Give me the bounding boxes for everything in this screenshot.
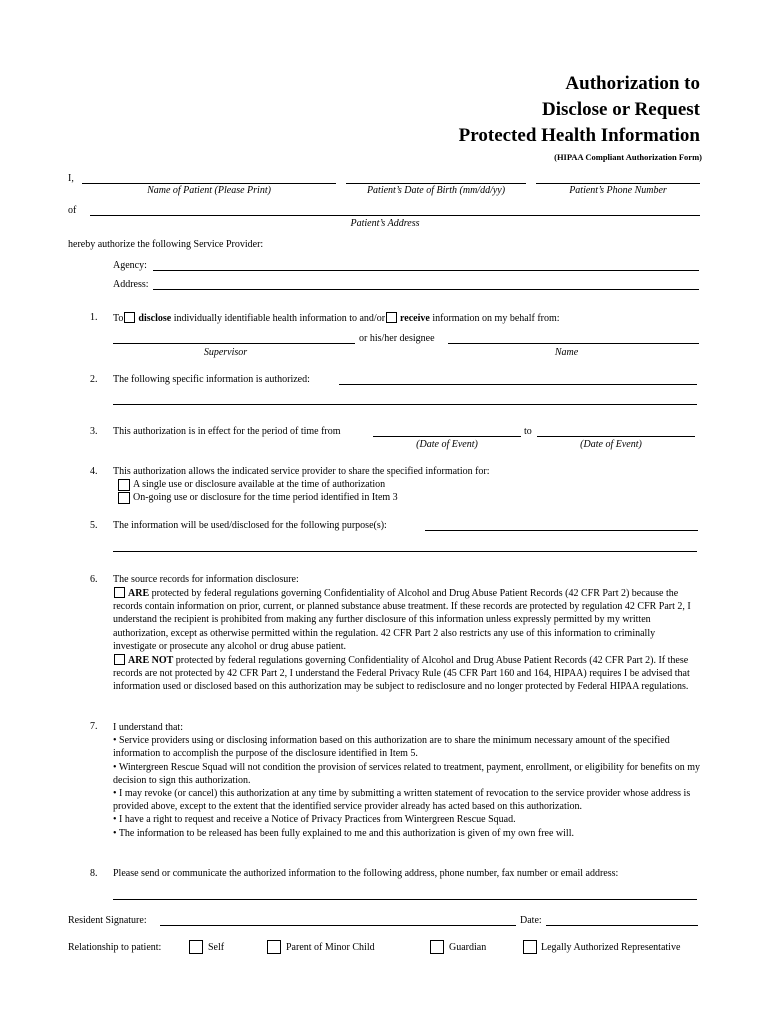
are-paragraph xyxy=(113,587,699,653)
parent-label: Parent of Minor Child xyxy=(286,942,375,953)
item2-field-2[interactable] xyxy=(113,404,697,405)
item7-bullet-4: • I have a right to request and receive a Notice of Privacy Practices from Wintergreen Rescue Squad. xyxy=(113,814,516,826)
title-line-2: Disclose or Request xyxy=(542,99,700,120)
item1-end: information on my behalf from: xyxy=(432,313,560,324)
dob-field[interactable] xyxy=(346,183,526,184)
item1-to: To xyxy=(113,313,124,324)
title-line-1: Authorization to xyxy=(565,73,700,94)
item2-field-1[interactable] xyxy=(339,384,697,385)
authorize-text: hereby authorize the following Service Provider: xyxy=(68,239,264,250)
item7-bullet-5: • The information to be released has been fully explained to me and this authorization is given of my own free will. xyxy=(113,827,574,839)
relationship-label: Relationship to patient: xyxy=(68,942,162,953)
single-use-label: A single use or disclosure available at the time of authorization xyxy=(133,479,386,490)
are-not-label: ARE NOT xyxy=(128,655,174,666)
item1-disclose: disclose xyxy=(138,313,172,324)
item6-heading: The source records for information disclosure: xyxy=(113,574,299,585)
item7-bullet-3: • I may revoke (or cancel) this authorization at any time by submitting a written statement of revocation to the service provider whose address is provided above, except to the extent that the identified service provider already has acted based on this authorization. xyxy=(113,788,691,813)
are-label: ARE xyxy=(128,588,150,599)
item5-text: The information will be used/disclosed for the following purpose(s): xyxy=(113,520,387,531)
self-checkbox[interactable] xyxy=(189,940,203,954)
item1-receive: receive xyxy=(400,313,430,324)
patient-address-field[interactable] xyxy=(90,215,700,216)
agency-address-field[interactable] xyxy=(153,289,699,290)
designee-text: or his/her designee xyxy=(359,333,435,344)
are-text: protected by federal regulations governing Confidentiality of Alcohol and Drug Abuse Patient Records (42 CFR Part 2) because the records contain information on prior, current, or planned substance abuse treatment. If these records are protected by regulation 42 CFR Part 2, I understand the recipient is prohibited from making any further disclosure of this information unless expressly permitted by my written authorization, except as otherwise permitted within the regulation. 42 CFR Part 2 also restricts any use of this information to criminally investigate or prosecute any alcohol or drug abuse patient. xyxy=(113,588,691,652)
item7-bullet-1: • Service providers using or disclosing information based on this authorization are to share the minimum necessary amount of the specified information to accomplish the purpose of the disclosure identified in Item 5. xyxy=(113,735,670,760)
date-label: Date: xyxy=(520,915,542,926)
are-checkbox[interactable] xyxy=(114,587,125,598)
item1-text xyxy=(113,312,560,324)
start-date-caption: (Date of Event) xyxy=(416,439,478,450)
purpose-field-1[interactable] xyxy=(425,530,698,531)
address-label: Address: xyxy=(113,279,149,290)
parent-checkbox[interactable] xyxy=(267,940,281,954)
of-label: of xyxy=(68,205,77,216)
are-not-paragraph xyxy=(113,654,699,694)
item3-text: This authorization is in effect for the period of time from xyxy=(113,426,341,437)
representative-label: Legally Authorized Representative xyxy=(541,942,681,953)
guardian-checkbox[interactable] xyxy=(430,940,444,954)
item5-number: 5. xyxy=(90,520,98,531)
are-not-text: protected by federal regulations governing Confidentiality of Alcohol and Drug Abuse Patient Records (42 CFR Part 2). If these records are not protected by 42 CFR Part 2, I understand the Federal Privacy Rule (45 CFR Part 160 and 164, HIPAA) requires I be advised that information used or disclosed based on this authorization may be subject to redisclosure and no longer protected by Federal HIPAA regulations. xyxy=(113,655,690,693)
item1-mid: individually identifiable health information to and/or xyxy=(173,313,386,324)
dob-caption: Patient’s Date of Birth (mm/dd/yy) xyxy=(366,185,506,196)
patient-address-caption: Patient’s Address xyxy=(350,218,420,229)
designee-name-field[interactable] xyxy=(448,343,699,344)
item4-text: This authorization allows the indicated service provider to share the specified information for: xyxy=(113,466,490,477)
agency-field[interactable] xyxy=(153,270,699,271)
item6-number: 6. xyxy=(90,574,98,585)
item1-number: 1. xyxy=(90,312,98,323)
phone-caption: Patient’s Phone Number xyxy=(569,185,667,196)
signature-label: Resident Signature: xyxy=(68,915,147,926)
disclose-checkbox[interactable] xyxy=(124,312,135,323)
phone-field[interactable] xyxy=(536,183,700,184)
item7-bullet-2: • Wintergreen Rescue Squad will not condition the provision of services related to treatment, payment, enrollment, or eligibility for benefits on my decision to sign this authorization. xyxy=(113,761,701,786)
patient-name-field[interactable] xyxy=(82,183,336,184)
receive-checkbox[interactable] xyxy=(386,312,397,323)
representative-checkbox[interactable] xyxy=(523,940,537,954)
supervisor-field[interactable] xyxy=(113,343,355,344)
form-subtitle: (HIPAA Compliant Authorization Form) xyxy=(554,152,702,162)
item7-number: 7. xyxy=(90,721,98,732)
item8-text: Please send or communicate the authorized information to the following address, phone number, fax number or email address: xyxy=(113,868,619,879)
item4-number: 4. xyxy=(90,466,98,477)
end-date-caption: (Date of Event) xyxy=(580,439,642,450)
form-title xyxy=(459,71,700,149)
title-line-3: Protected Health Information xyxy=(458,125,700,146)
purpose-field-2[interactable] xyxy=(113,551,697,552)
single-use-checkbox[interactable] xyxy=(118,479,130,491)
item7-heading: I understand that: xyxy=(113,722,183,733)
self-label: Self xyxy=(208,942,225,953)
name-caption: Name xyxy=(554,347,579,358)
item3-number: 3. xyxy=(90,426,98,437)
end-date-field[interactable] xyxy=(537,436,695,437)
send-to-field[interactable] xyxy=(113,899,697,900)
are-not-checkbox[interactable] xyxy=(114,654,125,665)
ongoing-use-checkbox[interactable] xyxy=(118,492,130,504)
ongoing-use-label: On-going use or disclosure for the time period identified in Item 3 xyxy=(133,492,398,503)
signature-field[interactable] xyxy=(160,925,516,926)
item2-number: 2. xyxy=(90,374,98,385)
item7-block xyxy=(113,721,701,840)
item2-text: The following specific information is authorized: xyxy=(113,374,310,385)
supervisor-caption: Supervisor xyxy=(203,347,248,358)
signature-date-field[interactable] xyxy=(546,925,698,926)
item3-to: to xyxy=(524,426,532,437)
agency-label: Agency: xyxy=(113,260,147,271)
i-label: I, xyxy=(68,173,74,184)
guardian-label: Guardian xyxy=(449,942,487,953)
item8-number: 8. xyxy=(90,868,98,879)
patient-name-caption: Name of Patient (Please Print) xyxy=(147,185,271,196)
start-date-field[interactable] xyxy=(373,436,521,437)
